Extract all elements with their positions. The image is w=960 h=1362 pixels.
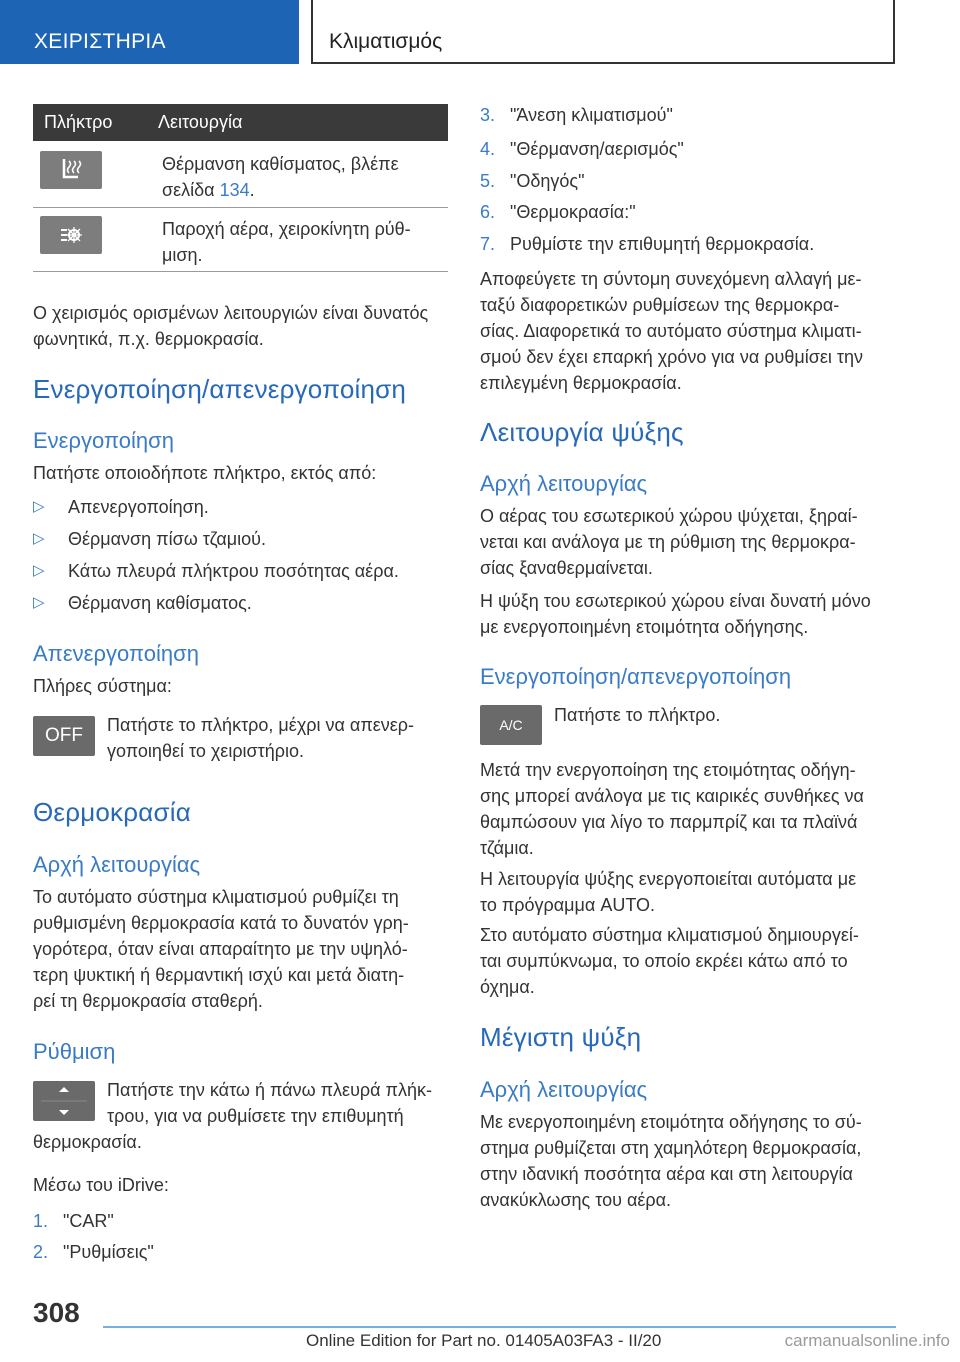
watermark: carmanualsonline.info <box>784 1331 950 1350</box>
heading-on-off: Ενεργοποίηση/απενεργοποίηση <box>480 664 792 689</box>
cool-text-2 <box>480 588 900 640</box>
voice-note <box>33 300 448 352</box>
heading-principle: Αρχή λειτουργίας <box>480 1077 648 1102</box>
list-item-text: Θέρμανση καθίσματος. <box>68 593 252 613</box>
text-line: σης μπορεί ανάλογα με τις καιρικές συνθήκες να <box>480 786 864 806</box>
step-number: 1. <box>33 1211 49 1231</box>
step-number: 3. <box>480 105 496 125</box>
text-line: επιλεγμένη θερμοκρασία. <box>480 373 682 393</box>
text-line: γορότερα, όταν είναι απαραίτητο με την υψηλό- <box>33 939 408 959</box>
page-link[interactable]: 134 <box>219 180 250 200</box>
condensate-text <box>480 922 900 1000</box>
heading-cooling: Λειτουργία ψύξης <box>480 417 684 447</box>
text-line: Αποφεύγετε τη σύντομη συνεχόμενη αλλαγή με- <box>480 269 862 289</box>
table-row <box>162 151 447 203</box>
cool-text <box>480 503 900 581</box>
text-line: όχημα. <box>480 977 535 997</box>
text-line: Ο χειρισμός ορισμένων λειτουργιών είναι δυνατός <box>33 303 429 323</box>
ac-button-icon: A/C <box>480 705 542 745</box>
heading-on: Ενεργοποίηση <box>33 428 174 453</box>
text-line: Με ενεργοποιημένη ετοιμότητα οδήγησης το σύ- <box>480 1112 862 1132</box>
step-text: "Ρυθμίσεις" <box>63 1242 154 1262</box>
text-line: γοποιηθεί το χειριστήριο. <box>107 741 305 761</box>
text-line: Πατήστε την κάτω ή πάνω πλευρά πλήκ- <box>107 1080 432 1100</box>
list-item-text: Κάτω πλευρά πλήκτρου ποσότητας αέρα. <box>68 561 399 581</box>
step-number: 7. <box>480 234 496 254</box>
on-text: Πατήστε οποιοδήποτε πλήκτρο, εκτός από: <box>33 463 377 483</box>
table-cell-line: . <box>249 180 255 200</box>
text-line: Πατήστε το πλήκτρο, μέχρι να απενερ- <box>107 715 415 735</box>
text-line: ται συμπύκνωμα, το οποίο εκρέει κάτω από το <box>480 951 848 971</box>
auto-text <box>480 866 900 918</box>
temperature-rocker-icon <box>33 1081 95 1121</box>
text-line: ρεί τη θερμοκρασία σταθερή. <box>33 991 263 1011</box>
table-header-function: Λειτουργία <box>158 112 243 132</box>
text-line: νεται και ανάλογα με τη ρύθμιση της θερμοκρα- <box>480 532 856 552</box>
text-line: Μετά την ενεργοποίηση της ετοιμότητας οδήγη- <box>480 760 856 780</box>
text-line: σίας ξαναθερμαίνεται. <box>480 558 653 578</box>
text-line: θαμπώσουν για λίγο το παρμπρίζ και τα πλαϊνά <box>480 812 858 832</box>
step-number: 2. <box>33 1242 49 1262</box>
heading-on-off: Ενεργοποίηση/απενεργοποίηση <box>33 374 407 404</box>
text-line: με ενεργοποιημένη ετοιμότητα οδήγησης. <box>480 617 809 637</box>
idrive-text: Μέσω του iDrive: <box>33 1175 169 1195</box>
avoid-text <box>480 266 900 396</box>
page-number: 308 <box>33 1297 80 1328</box>
off-button-icon: OFF <box>33 716 95 756</box>
table-cell-line: Θέρμανση καθίσματος, βλέπε <box>162 154 399 174</box>
text-line: Η ψύξη του εσωτερικού χώρου είναι δυνατή μόνο <box>480 591 871 611</box>
step-text: "Θέρμανση/αερισμός" <box>510 139 684 159</box>
triangle-bullet-icon: ▷ <box>33 562 45 579</box>
setting-key-text <box>107 1077 447 1129</box>
setting-cont: θερμοκρασία. <box>33 1132 142 1152</box>
text-line: σμού δεν έχει επαρκή χρόνο για να ρυθμίσει την <box>480 347 863 367</box>
triangle-bullet-icon: ▷ <box>33 498 45 515</box>
off-text: Πλήρες σύστημα: <box>33 676 172 696</box>
step-number: 4. <box>480 139 496 159</box>
ac-key-text: Πατήστε το πλήκτρο. <box>554 705 721 725</box>
heading-off: Απενεργοποίηση <box>33 641 199 666</box>
text-line: φωνητικά, π.χ. θερμοκρασία. <box>33 329 264 349</box>
heading-setting: Ρύθμιση <box>33 1039 116 1064</box>
air-distribution-icon <box>40 216 102 254</box>
step-text: "Θερμοκρασία:" <box>510 202 636 222</box>
heading-temperature: Θερμοκρασία <box>33 797 191 827</box>
section-tab[interactable]: ΧΕΙΡΙΣΤΗΡΙΑ <box>0 0 299 64</box>
page-title: Κλιματισμός <box>311 0 895 64</box>
text-line: ανακύκλωσης του αέρα. <box>480 1190 672 1210</box>
max-text <box>480 1109 900 1213</box>
heading-max-cooling: Μέγιστη ψύξη <box>480 1022 642 1052</box>
text-line: Η λειτουργία ψύξης ενεργοποιείται αυτόματα με <box>480 869 857 889</box>
text-line: ρυθμισμένη θερμοκρασία κατά το δυνατόν γρη- <box>33 913 409 933</box>
list-item-text: Θέρμανση πίσω τζαμιού. <box>68 529 266 549</box>
heading-principle: Αρχή λειτουργίας <box>480 471 648 496</box>
table-cell-line: μιση. <box>162 245 203 265</box>
row-divider <box>33 271 448 272</box>
footer-divider <box>103 1326 896 1328</box>
step-text: "Οδηγός" <box>510 171 585 191</box>
step-number: 5. <box>480 171 496 191</box>
after-text <box>480 757 900 861</box>
edition-text: Online Edition for Part no. 01405A03FA3 - II/20 <box>306 1331 662 1350</box>
text-line: σίας. Διαφορετικά το αυτόματο σύστημα κλιματι- <box>480 321 862 341</box>
table-cell-line: Παροχή αέρα, χειροκίνητη ρύθ- <box>162 219 411 239</box>
text-line: Στο αυτόματο σύστημα κλιματισμού δημιουργεί- <box>480 925 859 945</box>
step-text: "Άνεση κλιματισμού" <box>510 105 673 125</box>
table-row <box>162 216 447 268</box>
triangle-bullet-icon: ▷ <box>33 594 45 611</box>
table-header-key: Πλήκτρο <box>44 112 113 132</box>
table-cell-line: σελίδα <box>162 180 220 200</box>
step-text: "CAR" <box>63 1211 114 1231</box>
triangle-bullet-icon: ▷ <box>33 530 45 547</box>
text-line: το πρόγραμμα AUTO. <box>480 895 656 915</box>
list-item-text: Απενεργοποίηση. <box>68 497 209 517</box>
step-text: Ρυθμίστε την επιθυμητή θερμοκρασία. <box>510 234 815 254</box>
text-line: στημα ρυθμίζεται στη χαμηλότερη θερμοκρασία, <box>480 1138 862 1158</box>
text-line: στην ιδανική ποσότητα αέρα και στη λειτουργία <box>480 1164 853 1184</box>
seat-heating-icon <box>40 151 102 189</box>
table-header <box>33 104 448 141</box>
text-line: Ο αέρας του εσωτερικού χώρου ψύχεται, ξηραί- <box>480 506 858 526</box>
temp-text <box>33 884 448 1014</box>
text-line: ταξύ διαφορετικών ρυθμίσεων της θερμοκρα- <box>480 295 840 315</box>
text-line: τερη ψυκτική ή θερμαντική ισχύ και μετά διατη- <box>33 965 405 985</box>
row-divider <box>33 207 448 208</box>
step-number: 6. <box>480 202 496 222</box>
text-line: τρου, για να ρυθμίσετε την επιθυμητή <box>107 1106 404 1126</box>
text-line: τζάμια. <box>480 838 534 858</box>
text-line: Το αυτόματο σύστημα κλιματισμού ρυθμίζει τη <box>33 887 399 907</box>
off-key-text <box>107 712 447 764</box>
heading-principle: Αρχή λειτουργίας <box>33 852 201 877</box>
